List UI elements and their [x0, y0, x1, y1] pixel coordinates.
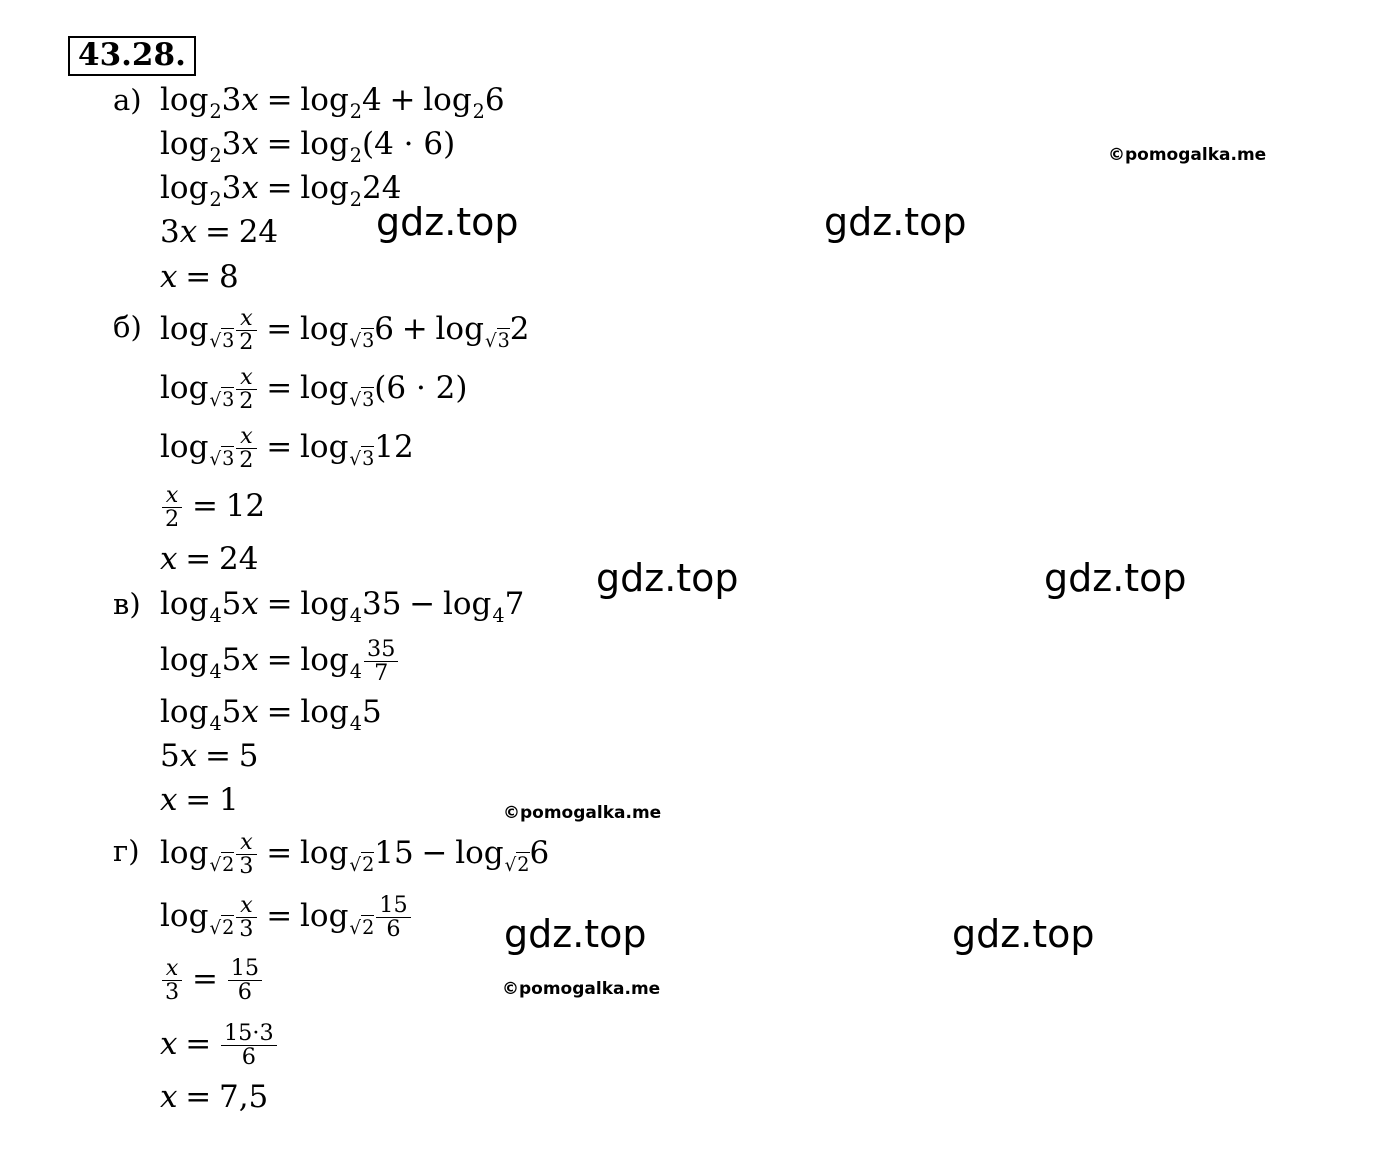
fraction-numerator: [162, 484, 182, 507]
sqrt-radicand: 2: [222, 853, 235, 877]
math-operator: =: [185, 1079, 212, 1115]
math-variable: x: [241, 642, 259, 679]
math-text: 6: [484, 82, 505, 118]
part-d-line-1: [160, 831, 549, 886]
watermark-gdz: gdz.top: [824, 200, 967, 244]
math-text: 3: [160, 214, 180, 250]
math-text: log: [160, 429, 209, 466]
sqrt-radicand: 2: [222, 916, 235, 940]
sqrt-sign: √: [484, 331, 497, 353]
math-text: 12: [225, 488, 266, 525]
math-operator: =: [191, 961, 218, 998]
math-text: log: [299, 311, 349, 348]
math-text: 24: [218, 541, 259, 577]
watermark-gdz: gdz.top: [596, 556, 739, 600]
fraction: [228, 957, 262, 1005]
math-text: 7: [504, 586, 525, 622]
math-text: log: [435, 311, 484, 348]
log-base-sqrt: [209, 380, 234, 421]
sqrt-sign: √: [349, 449, 362, 471]
sqrt-sign: √: [349, 390, 362, 412]
math-text: 3: [221, 170, 242, 206]
math-expression: [160, 539, 258, 579]
math-text: 7,5: [218, 1079, 269, 1115]
math-expression: [160, 638, 400, 692]
math-text: 3: [221, 82, 242, 118]
math-variable: x: [241, 694, 259, 730]
math-operator: =: [185, 541, 212, 577]
log-base: 4: [349, 660, 363, 684]
sqrt-sign: √: [349, 331, 362, 353]
math-text: 1: [218, 782, 239, 818]
log-base: 2: [349, 99, 363, 123]
math-text: 24: [238, 214, 279, 250]
math-expression: [160, 425, 414, 480]
math-operator: =: [185, 1026, 212, 1063]
part-d-line-3: [160, 957, 264, 1005]
math-text: 5: [221, 642, 242, 679]
fraction-numerator: [162, 957, 182, 980]
fraction: [236, 366, 256, 414]
fraction-numerator: 15·3: [223, 1020, 274, 1046]
math-text: 5: [362, 694, 382, 730]
math-text: log: [160, 642, 209, 679]
math-variable: x: [179, 738, 198, 774]
math-text: log: [423, 82, 472, 118]
sqrt-sign: √: [504, 855, 517, 877]
part-c-label: в): [113, 587, 141, 621]
math-text: log: [160, 370, 209, 407]
math-operator: =: [204, 214, 231, 250]
math-text: log: [299, 835, 349, 872]
part-c-line-2: [160, 638, 400, 692]
problem-number: 43.28.: [68, 36, 196, 76]
part-c-line-4: [160, 736, 258, 776]
fraction-numerator: [236, 894, 256, 917]
log-base: 4: [349, 711, 363, 735]
fraction: [364, 638, 398, 686]
math-text: 24: [362, 170, 402, 206]
math-text: log: [160, 586, 209, 622]
math-text: log: [299, 429, 349, 466]
sqrt-sign: √: [209, 390, 222, 412]
math-expression: [160, 1022, 279, 1070]
log-base: 2: [209, 99, 222, 123]
math-text: log: [300, 694, 349, 730]
log-base: 2: [472, 99, 485, 123]
log-base-sqrt: [349, 321, 374, 362]
math-text: log: [160, 126, 209, 162]
math-operator: =: [266, 311, 293, 348]
watermark-pomogalka: ©pomogalka.me: [1108, 145, 1267, 165]
sqrt-sign: √: [209, 331, 222, 353]
fraction-denominator: 2: [236, 330, 256, 354]
math-variable: x: [241, 126, 259, 162]
log-base: 2: [349, 143, 363, 167]
fraction: [236, 894, 256, 942]
log-base-sqrt: [349, 439, 374, 480]
math-operator: =: [266, 370, 293, 407]
math-text: (6 · 2): [374, 370, 468, 407]
log-base-sqrt: [209, 908, 234, 949]
log-base: 4: [349, 603, 363, 627]
math-expression: [160, 484, 265, 532]
fraction-denominator: 6: [221, 1045, 277, 1069]
math-operator: =: [266, 898, 293, 935]
math-operator: =: [266, 126, 293, 162]
part-b-line-4: [160, 484, 265, 532]
log-base-sqrt: [505, 845, 530, 886]
math-variable: x: [165, 955, 179, 981]
fraction-denominator: 3: [162, 980, 182, 1004]
math-text: 4: [362, 82, 382, 118]
math-variable: x: [240, 305, 253, 331]
log-base: 2: [209, 187, 222, 211]
math-operator: =: [185, 782, 212, 818]
math-text: 35: [362, 586, 402, 622]
math-operator: =: [191, 488, 218, 525]
part-a-label: а): [113, 83, 142, 117]
sqrt-radicand: 3: [222, 388, 235, 412]
log-base-sqrt: [349, 380, 374, 421]
math-text: log: [160, 82, 209, 118]
part-b-line-3: [160, 425, 414, 480]
part-b-line-5: [160, 539, 258, 579]
fraction-denominator: 6: [228, 980, 262, 1004]
math-operator: +: [401, 311, 428, 348]
math-operator: −: [409, 586, 436, 622]
sqrt-radicand: 3: [362, 447, 375, 471]
log-base: 4: [209, 711, 222, 735]
sqrt-sign: √: [209, 918, 222, 940]
math-text: log: [160, 898, 209, 935]
math-variable: x: [241, 586, 259, 622]
math-operator: =: [266, 429, 293, 466]
log-base: 2: [349, 187, 363, 211]
math-variable: x: [179, 214, 198, 250]
math-variable: x: [160, 259, 178, 295]
math-text: log: [300, 642, 349, 679]
math-text: log: [299, 898, 349, 935]
part-d-line-4: [160, 1022, 279, 1070]
sqrt-radicand: 3: [497, 329, 510, 353]
fraction-numerator: [236, 425, 256, 448]
math-operator: =: [266, 586, 293, 622]
math-variable: x: [240, 892, 253, 918]
math-text: 2: [509, 311, 530, 348]
math-operator: =: [204, 738, 231, 774]
fraction: [236, 425, 256, 473]
part-b-line-2: [160, 366, 467, 421]
math-text: log: [300, 586, 349, 622]
math-text: 5: [238, 738, 259, 774]
math-text: 3: [221, 126, 242, 162]
math-text: 5: [221, 694, 242, 730]
sqrt-sign: √: [349, 855, 362, 877]
watermark-gdz: gdz.top: [952, 912, 1095, 956]
math-variable: x: [160, 1079, 178, 1115]
math-variable: x: [240, 423, 253, 449]
math-expression: [160, 584, 524, 636]
fraction-denominator: 3: [236, 917, 256, 941]
sqrt-radicand: 3: [362, 329, 375, 353]
part-d-line-2: [160, 894, 413, 949]
fraction: [221, 1022, 277, 1070]
sqrt-radicand: 3: [362, 388, 375, 412]
part-d-label: г): [113, 834, 140, 868]
fraction-denominator: 7: [364, 661, 398, 685]
math-text: 5: [160, 738, 180, 774]
math-text: log: [160, 170, 209, 206]
math-operator: −: [421, 835, 448, 872]
fraction-denominator: 6: [376, 917, 410, 941]
fraction-numerator: [236, 831, 256, 854]
sqrt-radicand: 3: [222, 447, 235, 471]
watermark-gdz: gdz.top: [504, 912, 647, 956]
math-variable: x: [241, 170, 259, 206]
math-text: 12: [374, 429, 414, 466]
math-variable: x: [160, 1026, 178, 1063]
fraction-numerator: [236, 307, 256, 330]
math-operator: =: [266, 170, 293, 206]
math-variable: x: [165, 482, 179, 508]
part-b-label: б): [113, 310, 142, 344]
fraction-numerator: [236, 366, 256, 389]
math-text: log: [160, 835, 209, 872]
watermark-gdz: gdz.top: [376, 200, 519, 244]
part-d-line-5: [160, 1077, 268, 1117]
part-b-line-1: [160, 307, 530, 362]
math-text: log: [300, 126, 349, 162]
math-expression: [160, 366, 467, 421]
fraction: [162, 484, 182, 532]
math-text: 6: [529, 835, 550, 872]
math-expression: [160, 894, 413, 949]
fraction-denominator: 2: [236, 389, 256, 413]
log-base-sqrt: [209, 845, 234, 886]
log-base-sqrt: [209, 321, 234, 362]
math-variable: x: [240, 829, 253, 855]
sqrt-sign: √: [209, 449, 222, 471]
math-text: log: [455, 835, 504, 872]
sqrt-radicand: 2: [517, 853, 530, 877]
part-c-line-1: [160, 584, 524, 636]
fraction: [162, 957, 182, 1005]
math-expression: [160, 1077, 268, 1117]
math-operator: =: [266, 82, 293, 118]
watermark-pomogalka: ©pomogalka.me: [502, 979, 661, 999]
part-a-line-4: [160, 212, 278, 252]
fraction: [376, 894, 410, 942]
math-text: 5: [221, 586, 242, 622]
log-base: 4: [209, 603, 222, 627]
log-base-sqrt: [485, 321, 510, 362]
math-operator: =: [266, 835, 293, 872]
fraction-denominator: 2: [162, 507, 182, 531]
fraction-denominator: 2: [236, 448, 256, 472]
math-text: 15: [374, 835, 414, 872]
math-text: 6: [374, 311, 395, 348]
math-expression: [160, 736, 258, 776]
math-text: log: [299, 370, 349, 407]
math-text: (4 · 6): [362, 126, 456, 162]
sqrt-radicand: 2: [362, 853, 375, 877]
fraction-numerator: 15: [379, 892, 408, 918]
log-base: 4: [209, 660, 222, 684]
math-expression: [160, 780, 239, 820]
math-text: log: [300, 82, 349, 118]
math-variable: x: [160, 782, 178, 818]
math-operator: =: [266, 694, 293, 730]
fraction: [236, 307, 256, 355]
log-base: 2: [209, 143, 222, 167]
fraction: [236, 831, 256, 879]
sqrt-sign: √: [349, 918, 362, 940]
math-text: log: [160, 311, 209, 348]
sqrt-radicand: 2: [362, 916, 375, 940]
math-operator: =: [185, 259, 212, 295]
math-operator: =: [266, 642, 293, 679]
sqrt-sign: √: [209, 855, 222, 877]
log-base-sqrt: [209, 439, 234, 480]
fraction-denominator: 3: [236, 854, 256, 878]
math-text: log: [442, 586, 492, 622]
log-base: 4: [492, 603, 505, 627]
math-text: log: [160, 694, 209, 730]
fraction-numerator: 15: [230, 955, 260, 981]
log-base-sqrt: [349, 845, 374, 886]
math-text: 8: [218, 259, 239, 295]
math-expression: [160, 957, 264, 1005]
math-variable: x: [241, 82, 259, 118]
math-expression: [160, 212, 278, 252]
math-text: log: [300, 170, 349, 206]
math-variable: x: [160, 541, 178, 577]
sqrt-radicand: 3: [222, 329, 235, 353]
math-operator: +: [389, 82, 416, 118]
watermark-gdz: gdz.top: [1044, 556, 1187, 600]
watermark-pomogalka: ©pomogalka.me: [503, 803, 662, 823]
part-c-line-5: [160, 780, 239, 820]
math-expression: [160, 831, 549, 886]
math-expression: [160, 307, 530, 362]
log-base-sqrt: [349, 908, 374, 949]
math-expression: [160, 257, 239, 297]
math-variable: x: [240, 364, 253, 390]
part-a-line-5: [160, 257, 239, 297]
fraction-numerator: 35: [367, 636, 396, 662]
